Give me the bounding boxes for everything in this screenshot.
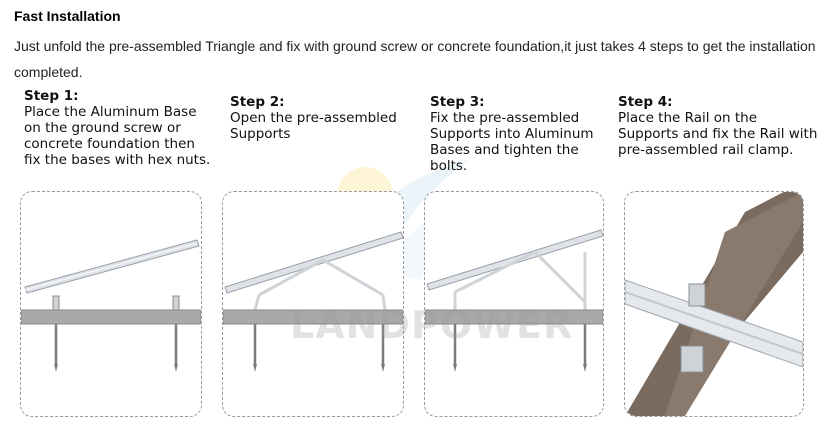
step-4 (618, 94, 817, 158)
ground-beam-icon (21, 310, 201, 324)
ground-screw-icon (56, 324, 176, 364)
step-4-illustration (624, 191, 804, 417)
installation-steps-graphic (0, 80, 832, 431)
step-3-description: Fix the pre-assembled Supports into Aluminum Bases and tighten the bolts. (430, 110, 594, 174)
section-heading: Fast Installation (14, 8, 121, 24)
folded-rail-icon (25, 240, 199, 293)
step-3-title: Step 3: (430, 94, 485, 110)
step-2 (230, 94, 397, 142)
step-4-title: Step 4: (618, 94, 673, 110)
step-1-title: Step 1: (24, 88, 79, 104)
support-legs-icon (455, 252, 585, 310)
step-2-title: Step 2: (230, 94, 285, 110)
bracket-icon (53, 296, 179, 310)
step-1-description: Place the Aluminum Base on the ground screw or concrete foundation then fix the bases with hex nuts. (24, 104, 211, 168)
step-1-illustration (20, 191, 202, 417)
step-3 (430, 94, 594, 174)
rail-icon (427, 230, 603, 290)
step-1 (24, 88, 210, 168)
step-2-description: Open the pre-assembled Supports (230, 110, 397, 142)
step-4-description: Place the Rail on the Supports and fix the Rail with pre-assembled rail clamp. (618, 110, 818, 158)
intro-text: Just unfold the pre-assembled Triangle and fix with ground screw or concrete foundation,it just takes 4 steps to get the installation completed. (14, 38, 816, 80)
rail-icon (225, 232, 403, 293)
landpower-watermark: LANDPOWER (290, 303, 574, 347)
